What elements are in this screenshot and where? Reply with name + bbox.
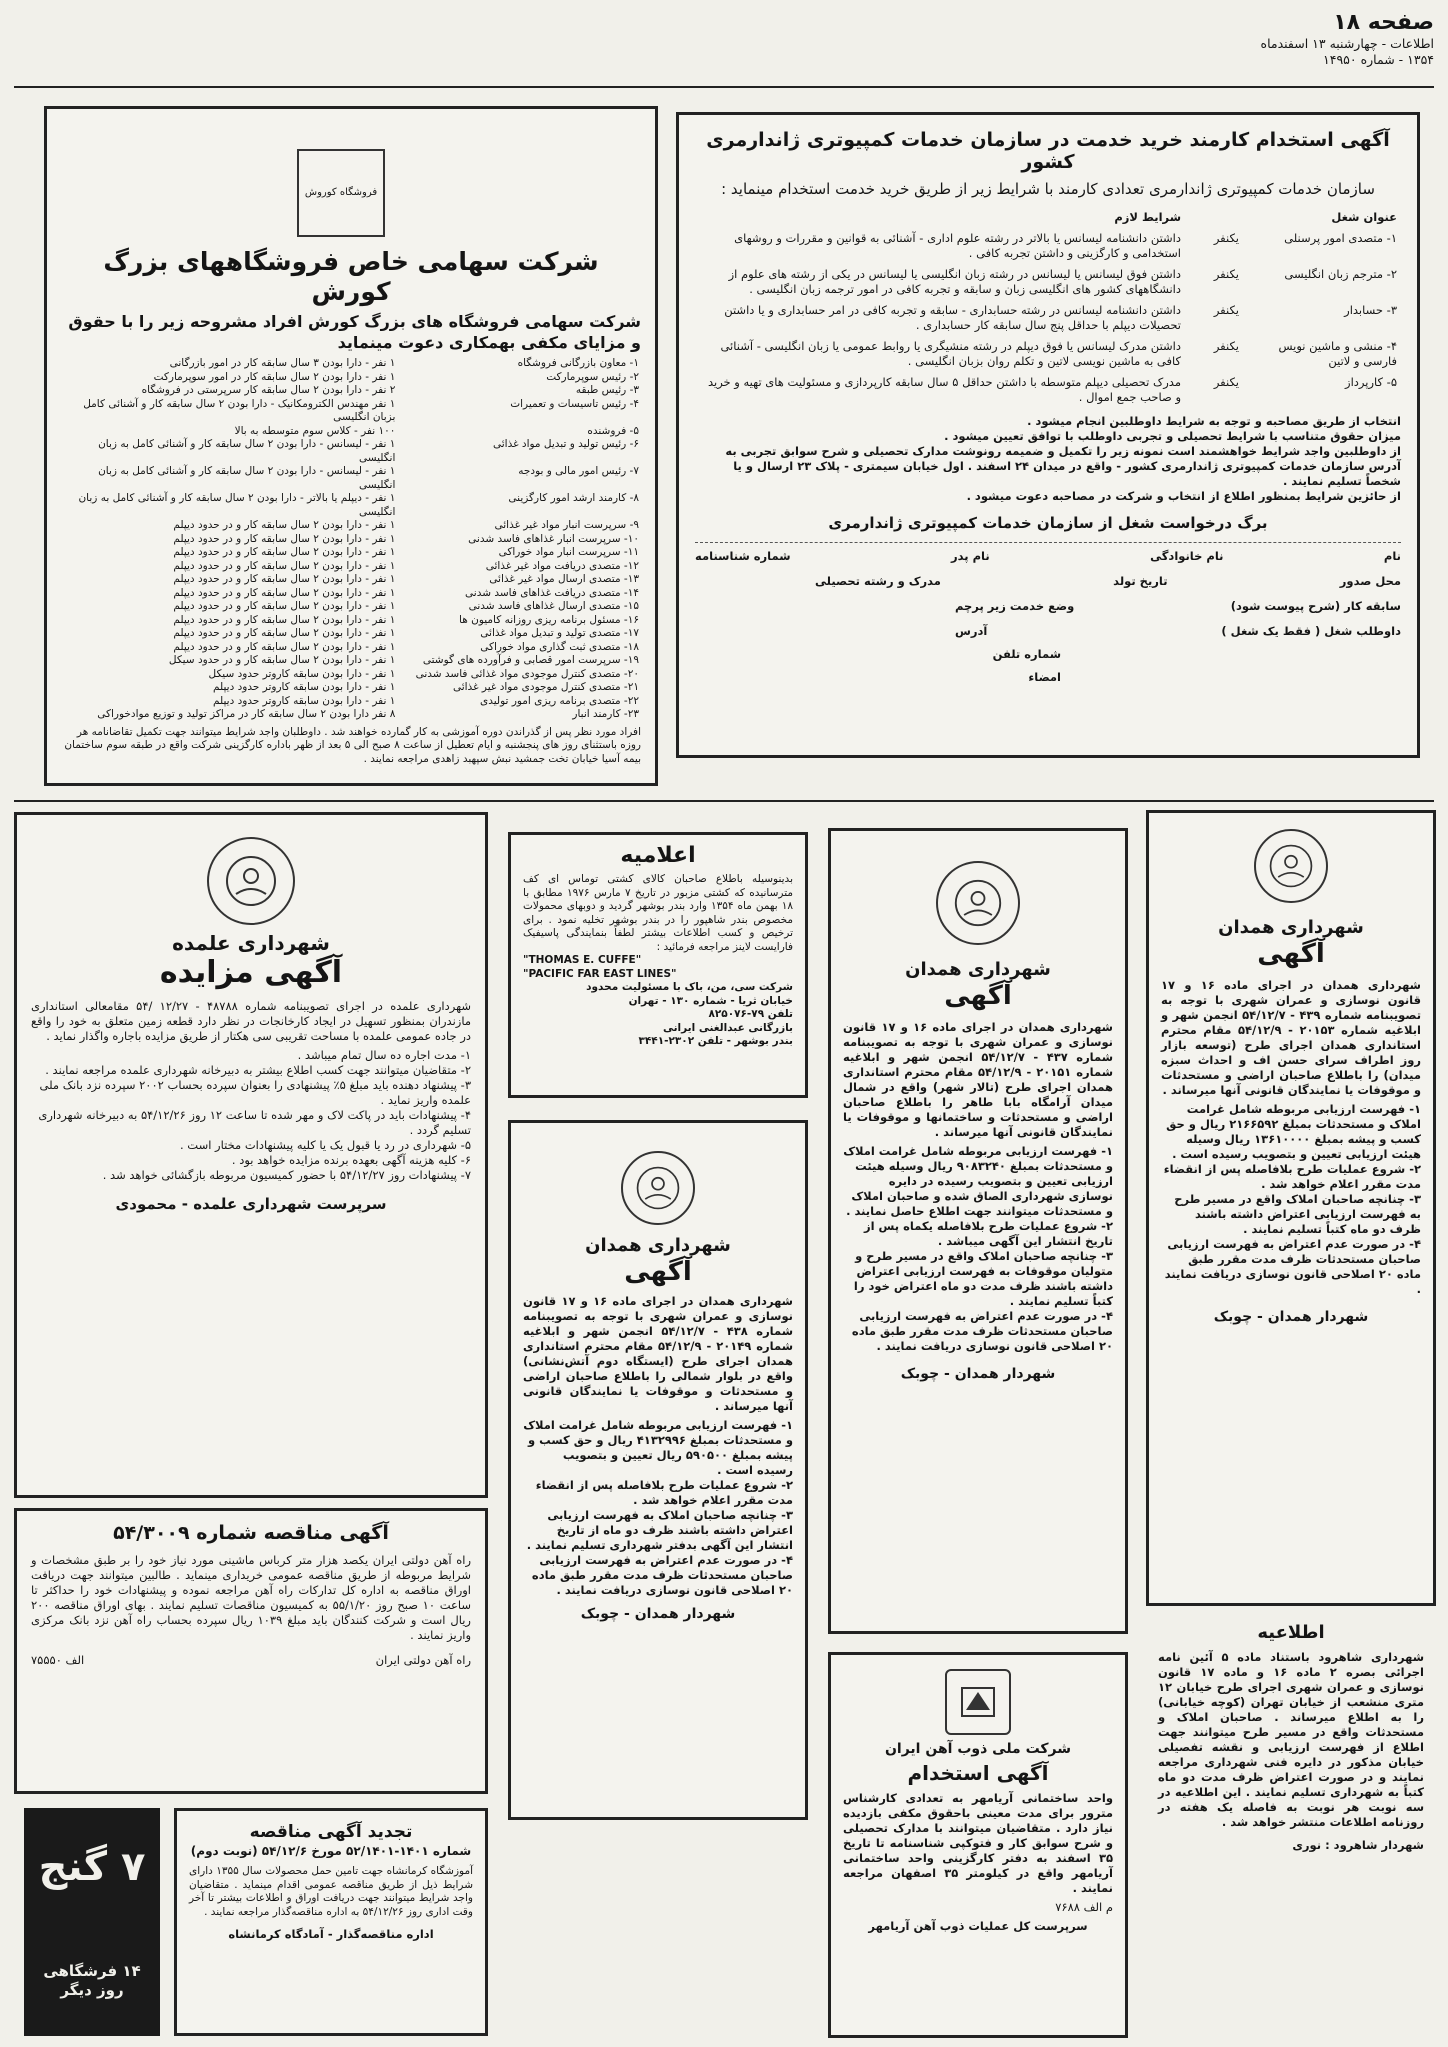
application-form — [695, 542, 1401, 685]
position-title: ۷- رئیس امور مالی و بودجه — [518, 465, 639, 477]
railway-code: الف ۷۵۵۵۰ — [31, 1653, 85, 1667]
position-requirement: ۱ نفر - دارا بودن ۲ سال سابقه کار و در حدود دیپلم — [173, 627, 396, 639]
job-count: یکنفر — [1213, 231, 1239, 245]
hamedan-subtitle: آگهی — [1257, 939, 1325, 969]
position-title: ۱۸- متصدی ثبت گذاری مواد خوراکی — [480, 640, 639, 653]
list-item: ۳- چنانچه صاحبان املاک واقع در مسیر طرح و متولیان موقوفات به فهرست ارزیابی اعتراض داشته باشند ظرف مدت دو ماه اعتراض خود را کتباً تسلیم نمایند . — [853, 1249, 1113, 1308]
table-row — [61, 465, 641, 492]
section-rule — [14, 800, 1434, 802]
gendarmerie-ad — [676, 112, 1420, 758]
kourosh-subtitle: شرکت سهامی فروشگاه های بزرگ کورش افراد مشروحه زیر را با حقوق و مزایای مکفی بهمکاری دعوت مینماید — [68, 312, 641, 352]
notice-ship-name: "THOMAS E. CUFFE" — [523, 954, 642, 966]
hamedan-title: شهرداری همدان — [1218, 917, 1364, 938]
zob-ahan-code: م الف ۷۶۸۸ — [1055, 1900, 1113, 1914]
kourosh-positions — [61, 357, 641, 722]
form-field-experience: سابقه کار (شرح پیوست شود) — [1230, 599, 1401, 613]
job-name: ۴- منشی و ماشین نویس فارسی و لاتین — [1278, 339, 1397, 368]
position-requirement: ۱۰۰ نفر - کلاس سوم متوسطه به بالا — [234, 424, 396, 437]
position-title: ۹- سرپرست انبار مواد غیر غذائی — [494, 519, 639, 531]
note: از داوطلبین واجد شرایط خواهشمند است نمونه زیر را تکمیل و ضمیمه رونوشت مدارک تحصیلی و شرح سوابق تجربی به آدرس سازمان خدمات کمپیوتری ژاندارمری کشور - واقع در میدان ۲۴ اسفند . اول خیابان سیمتری - پلاک ۲۳ ارسال و یا شخصاً تسلیم نمایند . — [725, 444, 1401, 488]
notice-title: اعلامیه — [620, 843, 696, 868]
gendarmerie-title: آگهی استخدام کارمند خرید خدمت در سازمان خدمات کمپیوتری ژاندارمری کشور — [706, 129, 1390, 173]
position-title: ۴- رئیس تاسیسات و تعمیرات — [510, 397, 639, 410]
aldameh-ad — [14, 812, 488, 1498]
list-item: ۱- فهرست ارزیابی مربوطه شامل غرامت املاک و مستحدثات بمبلغ ۴۱۳۲۹۹۶ ریال و حق کسب و پیشه بمبلغ ۵۹۰۵۰۰ ریال تعیین و بتصویب رسیده است . — [523, 1418, 793, 1477]
list-item: ۵- شهرداری در رد یا قبول یک یا کلیه پیشنهادات مختار است . — [179, 1138, 471, 1152]
job-name: ۵- کارپرداز — [1345, 375, 1397, 389]
position-requirement: ۱ نفر - دارا بودن ۳ سال سابقه کار در امور بازرگانی — [169, 357, 396, 369]
railway-signature: راه آهن دولتی ایران — [375, 1653, 471, 1667]
table-row — [61, 600, 641, 614]
job-requirement: داشتن مدرک لیسانس یا فوق دیپلم در رشته منشیگری یا روابط عمومی یا زبان انگلیسی - آشنائی کافی به ماشین نویسی لاتین و تکلم روان بزبان انگلیسی . — [720, 339, 1181, 368]
hamedan-subtitle: آگهی — [624, 1257, 692, 1287]
gendarmerie-jobs-table — [695, 207, 1401, 408]
aldameh-subtitle: آگهی مزایده — [159, 955, 343, 990]
position-requirement: ۱ نفر - دارا بودن ۲ سال سابقه کار و در حدود دیپلم — [173, 586, 396, 599]
job-count: یکنفر — [1213, 267, 1239, 281]
position-requirement: ۱ نفر - دارا بودن ۲ سال سابقه کار و در حدود دیپلم — [173, 519, 396, 531]
issue-date: اطلاعات - چهارشنبه ۱۳ اسفندماه — [1260, 36, 1434, 51]
job-name: ۲- مترجم زبان انگلیسی — [1284, 267, 1397, 281]
list-item: ۶- کلیه هزینه آگهی بعهده برنده مزایده خواهد بود . — [231, 1153, 471, 1167]
list-item: ۲- شروع عملیات طرح بلافاصله پس از انقضاء مدت مقرر اعلام خواهد شد . — [1163, 1162, 1421, 1191]
table-row — [61, 425, 641, 439]
hamedan-items — [843, 1144, 1113, 1354]
position-requirement: ۱ نفر - دارا بودن ۲ سال سابقه کار و در حدود دیپلم — [173, 532, 396, 545]
zob-ahan-body: واحد ساختمانی آریامهر به تعدادی کارشناس مترور برای مدت معینی باحقوق مکفی بازدیده نیاز دارد . متقاضیان میتوانند با مدارک تحصیلی و شرح سوابق کار و فتوکپی شناسنامه تا تاریخ ۳۵ اسفند به دفتر کارگزینی واحد ساختمانی آریامهر واقع در کیلومتر ۳۵ اصفهان مراجعه نمایند . — [843, 1791, 1113, 1895]
position-requirement: ۱ نفر - لیسانس - دارا بودن ۲ سال سابقه کار و آشنائی کامل به زبان انگلیسی — [98, 438, 396, 464]
position-requirement: ۱ نفر - دارا بودن سابقه کاروتر حدود دیپلم — [213, 694, 396, 707]
lion-sun-emblem-icon — [1254, 829, 1328, 903]
form-field-phone: شماره تلفن — [992, 647, 1061, 661]
notice-agent: بازرگانی عبدالغنی ایرانی — [662, 1021, 793, 1034]
col-job-title: عنوان شغل — [1331, 210, 1397, 224]
table-row — [61, 614, 641, 628]
table-row — [695, 228, 1401, 264]
job-requirement: داشتن فوق لیسانس یا لیسانس در رشته زبان انگلیسی یا لیسانس در یکی از رشته های علوم از دانشگاههای کشور های انگلیسی زبان و سابقه و تجربه کافی در امور ترجمه زبان انگلیسی . — [728, 267, 1181, 296]
hamedan-body: شهرداری همدان در اجرای ماده ۱۶ و ۱۷ قانون نوسازی و عمران شهری با توجه به تصویبنامه شماره ۴۳۹ - ۵۴/۱۲/۷ انجمن شهر و ابلاغیه شماره ۲۰۱۵۳ - ۵۴/۱۲/۹ مقام محترم استانداری همدان اجرای طرح (توسعه بازار روز اطراف سرای حسن اف و احداث سبزه میدان) را باطلاع صاحبان اراضی و مستحدثات و موقوفات یا نمایندگان قانونی آنها میرساند . — [1161, 978, 1422, 1097]
list-item: ۳- چنانچه صاحبان املاک واقع در مسیر طرح به فهرست ارزیابی اعتراض داشته باشند ظرف دو ماه کتباً تسلیم نمایند . — [1174, 1192, 1421, 1236]
ganj-badge — [24, 1808, 160, 2036]
list-item: ۲- شروع عملیات طرح بلافاصله یکماه پس از تاریخ انتشار این آگهی میباشد . — [863, 1219, 1113, 1248]
table-row — [61, 533, 641, 547]
table-row — [61, 560, 641, 574]
position-requirement: ۲ نفر - دارا بودن ۲ سال سابقه کار سرپرستی در فروشگاه — [141, 384, 396, 396]
notice-phone: تلفن ۷۹-۸۲۵۰۷۶ — [708, 1008, 793, 1020]
table-row — [61, 627, 641, 641]
table-row — [695, 300, 1401, 336]
hamedan-items — [523, 1418, 793, 1598]
job-name: ۱- متصدی امور پرسنلی — [1284, 231, 1397, 245]
position-requirement: ۱ نفر - دارا بودن ۲ سال سابقه کار و در حدود دیپلم — [173, 600, 396, 612]
position-title: ۱۹- سرپرست امور قصابی و فرآورده های گوشتی — [422, 654, 639, 666]
kermanshah-signature: اداره مناقصه‌گذار - آمادگاه کرمانشاه — [228, 1927, 434, 1941]
notice-ad — [508, 832, 808, 1098]
position-title: ۲۳- کارمند انبار — [572, 708, 639, 720]
form-field-birthdate: تاریخ تولد — [1113, 574, 1168, 588]
zob-ahan-title: آگهی استخدام — [907, 1761, 1049, 1785]
form-field-family-name: نام خانوادگی — [1150, 549, 1224, 563]
form-field-address: آدرس — [955, 624, 988, 638]
kourosh-logo-text: فروشگاه کوروش — [304, 187, 378, 198]
aldameh-items — [31, 1048, 471, 1183]
position-requirement: ۱ نفر - دیپلم یا بالاتر - دارا بودن ۲ سال سابقه کار و آشنائی کامل به زبان انگلیسی — [78, 492, 396, 518]
list-item: ۴- در صورت عدم اعتراض به فهرست ارزیابی صاحبان مستحدثات ظرف مدت مقرر طبق ماده ۲۰ اصلاحی قانون نوسازی دریافت نمایند . — [531, 1553, 793, 1597]
notice-body: بدینوسیله باطلاع صاحبان کالای کشتی توماس ای کف مترسانیده که کشتی مزبور در تاریخ ۷ مارس ۱۹۷۶ مطابق با ۱۸ بهمن ماه ۱۳۵۴ وارد بندر بوشهر گردید و دوبهای محمولات مخصوص بندر شاهپور را در بندر بوشهر تخلیه نمود . برای ترخیص و کسب اطلاعات بیشتر لطفاً بنمایندگی پاسیفیک فارایست لاینز مراجعه فرمائید : — [523, 873, 793, 953]
note: میزان حقوق متناسب با شرایط تحصیلی و تجربی داوطلب با توافق تعیین میشود . — [944, 429, 1401, 443]
hamedan-items — [1161, 1102, 1421, 1297]
notice-address: خیابان ثریا - شماره ۱۳۰ - تهران — [628, 994, 793, 1007]
job-count: یکنفر — [1213, 303, 1239, 317]
aldameh-body: شهرداری علمده در اجرای تصویبنامه شماره ۴۸۷۸۸ - ۱۲/۲۷ /۵۴ مقامعالی استانداری مازندران بمنظور تسهیل در ایجاد کارخانجات در نظر دارد قطعه زمین متعلق به خود را واقع در جاده عمومی علمده با مساحت تقریبی سی هکتار از طریق مزایده باجاره واگذار نماید . — [31, 999, 472, 1043]
position-requirement: ۱ نفر - دارا بودن ۲ سال سابقه کار در امور سوپرمارکت — [153, 370, 396, 383]
hamedan-body: شهرداری همدان در اجرای ماده ۱۶ و ۱۷ قانون نوسازی و عمران شهری با توجه به تصویبنامه شماره ۴۳۸ - ۵۴/۱۲/۷ انجمن شهر و ابلاغیه شماره ۲۰۱۴۹ - ۵۴/۱۲/۹ مقام محترم استانداری همدان اجرای طرح (ایستگاه دوم آتش‌نشانی) واقع در بلوار شمالی را باطلاع صاحبان اراضی و مستحدثات و موقوفات یا نمایندگان قانونی آنها میرساند . — [523, 1294, 794, 1413]
page-header — [1174, 10, 1434, 68]
table-row — [61, 641, 641, 655]
position-requirement: ۱ نفر - دارا بودن ۲ سال سابقه کار و در حدود دیپلم — [173, 546, 396, 558]
position-title: ۱۰- سرپرست انبار غذاهای فاسد شدنی — [468, 532, 639, 545]
lion-sun-emblem-icon — [207, 837, 295, 925]
issue-number: ۱۳۵۴ - شماره ۱۴۹۵۰ — [1323, 52, 1434, 67]
lion-sun-emblem-icon — [621, 1151, 695, 1225]
kermanshah-subtitle: شماره ۱۴۰۱-۵۲/۱۴۰۱ مورخ ۵۴/۱۲/۶ (نوبت دوم) — [190, 1844, 472, 1858]
ganj-top: ۷ گنج — [38, 1844, 146, 1890]
hamedan-signature: شهردار همدان - چوبک — [580, 1606, 736, 1622]
list-item: ۱- مدت اجاره ده سال تمام میباشد . — [297, 1048, 471, 1062]
table-row — [61, 681, 641, 695]
form-field-name: نام — [1383, 549, 1401, 563]
table-row — [61, 398, 641, 425]
position-requirement: ۱ نفر - دارا بودن ۲ سال سابقه کار و در حدود دیپلم — [173, 613, 396, 626]
kermanshah-title: تجدید آگهی مناقصه — [249, 1822, 413, 1842]
job-count: یکنفر — [1213, 339, 1239, 353]
list-item: ۲- متقاضیان میتوانند جهت کسب اطلاع بیشتر به دبیرخانه شهرداری علمده مراجعه نمایند . — [45, 1063, 471, 1077]
form-field-signature: امضاء — [1028, 670, 1061, 684]
list-item: ۳- پیشنهاد دهنده باید مبلغ ۵٪ پیشنهادی را بعنوان سپرده بحساب ۲۰۰۲ سپرده نزد بانک ملی علمده واریز نماید . — [39, 1078, 471, 1107]
form-field-id-number: شماره شناسنامه — [695, 549, 791, 563]
note: از حائزین شرایط بمنظور اطلاع از انتخاب و شرکت در مصاحبه دعوت میشود . — [966, 489, 1401, 503]
table-row — [695, 336, 1401, 372]
position-requirement: ۱ نفر - لیسانس - دارا بودن ۲ سال سابقه کار و آشنائی کامل به زبان انگلیسی — [98, 465, 396, 491]
lion-sun-emblem-icon — [936, 861, 1020, 945]
ganj-bottom: ۱۴ فرشگاهی روز دیگر — [43, 1962, 141, 1999]
hamedan-ad-3 — [1146, 810, 1436, 1606]
kourosh-ad — [44, 106, 658, 786]
position-title: ۲۲- متصدی برنامه ریزی امور تولیدی — [480, 694, 639, 707]
position-title: ۱۱- سرپرست انبار مواد خوراکی — [498, 546, 639, 558]
list-item: ۲- شروع عملیات طرح بلافاصله پس از انقضاء مدت مقرر اعلام خواهد شد . — [535, 1478, 793, 1507]
notice-line-name: "PACIFIC FAR EAST LINES" — [523, 967, 677, 980]
col-requirements: شرایط لازم — [1114, 210, 1181, 224]
table-row — [61, 573, 641, 587]
shahrud-body: شهرداری شاهرود باستناد ماده ۵ آئین نامه اجرائی بصره ۲ ماده ۱۶ و ماده ۱۷ قانون نوسازی و عمران شهری اجرای طرح خیابان ۱۲ متری منشعب از خیابان تهران (کوچه خیابانی) را به اطلاع میرساند . صاحبان املاک و مستحدثات واقع در مسیر طرح میتوانند جهت اطلاع از فهرست ارزیابی و نقشه تفصیلی خیابان مذکور در دایره فنی شهرداری مراجعه نمایند و در صورت اعتراض ظرف مدت دو ماه کتباً به شهرداری تسلیم نمایند . این اطلاعیه در سه نوبت هر نوبت به فاصله یک هفته در روزنامه اطلاعات منتشر خواهد شد . — [1158, 1650, 1424, 1829]
hamedan-signature: شهردار همدان - چوبک — [1213, 1309, 1369, 1325]
railway-title: آگهی مناقصه شماره ۵۴/۳۰۰۹ — [113, 1522, 389, 1544]
note: انتخاب از طریق مصاحبه و توجه به شرایط داوطلبین انجام میشود . — [1027, 414, 1401, 428]
railway-ad — [14, 1508, 488, 1794]
position-requirement: ۸ نفر دارا بودن ۲ سال سابقه کار در مراکز تولید و توزیع موادخوراکی — [97, 708, 396, 720]
job-name: ۳- حسابدار — [1344, 303, 1397, 317]
table-row — [61, 708, 641, 722]
kourosh-footer: افراد مورد نظر پس از گذراندن دوره آموزشی به کار گمارده خواهند شد . داوطلبان واجد شرایط میتوانند جهت تکمیل تقاضانامه هر روزه باستثنای روز های پنجشنبه و ایام تعطیل از ساعت ۸ صبح الی ۵ بعد از ظهر باداره کارگزینی شرکت واقع در طبقه سوم ساختمان بیمه آسیا خیابان تخت جمشید نبش سپهبد زاهدی مراجعه نمایند . — [64, 725, 641, 765]
form-field-father-name: نام پدر — [950, 549, 990, 563]
position-title: ۲۰- متصدی کنترل موجودی مواد غذائی فاسد شدنی — [415, 667, 639, 680]
job-count: یکنفر — [1213, 375, 1239, 389]
table-row — [61, 695, 641, 709]
table-row — [61, 357, 641, 371]
hamedan-ad-2 — [508, 1120, 808, 1820]
hamedan-ad-1 — [828, 828, 1128, 1634]
position-title: ۱- معاون بازرگانی فروشگاه — [517, 357, 639, 369]
table-row — [61, 384, 641, 398]
notice-company: شرکت سی، من، باک با مسئولیت محدود — [586, 981, 793, 993]
list-item: ۴- پیشنهادات باید در پاکت لاک و مهر شده تا ساعت ۱۲ روز ۵۴/۱۲/۲۶ به دبیرخانه شهرداری تسلیم گردد . — [38, 1108, 471, 1137]
list-item: ۱- فهرست ارزیابی مربوطه شامل غرامت املاک و مستحدثات بمبلغ ۹۰۸۳۲۴۰ ریال وسیله هیئت ارزیابی تعیین و بتصویب رسیده در دایره نوسازی شهرداری الصاق شده و صاحبان املاک و مستحدثات میتوانند جهت اطلاع حاصل نمایند . — [843, 1144, 1113, 1218]
page-number: صفحه ۱۸ — [1333, 10, 1434, 35]
shahrud-signature: شهردار شاهرود : نوری — [1292, 1838, 1424, 1852]
position-title: ۱۴- متصدی دریافت غذاهای فاسد شدنی — [465, 586, 639, 599]
aldameh-title: شهرداری علمده — [172, 931, 330, 955]
zob-ahan-signature: سرپرست کل عملیات ذوب آهن آریامهر — [868, 1919, 1088, 1933]
position-requirement: ۱ نفر - دارا بودن ۲ سال سابقه کار و در حدود دیپلم — [173, 559, 396, 572]
aldameh-signature: سرپرست شهرداری علمده - محمودی — [115, 1195, 387, 1213]
zob-ahan-brand: شرکت ملی ذوب آهن ایران — [884, 1741, 1072, 1757]
shahrud-title: اطلاعیه — [1257, 1622, 1325, 1643]
gendarmerie-intro: سازمان خدمات کمپیوتری ژاندارمری تعدادی کارمند با شرایط زیر از طریق خرید خدمت استخدام مینماید : — [721, 180, 1375, 198]
position-title: ۲- رئیس سوپرمارکت — [546, 370, 639, 383]
table-row — [61, 519, 641, 533]
table-row — [695, 372, 1401, 408]
list-item: ۴- در صورت عدم اعتراض به فهرست ارزیابی صاحبان مستحدثات ظرف مدت مقرر طبق ماده ۲۰ اصلاحی قانون نوسازی دریافت نمایند . — [851, 1309, 1113, 1353]
position-title: ۶- رئیس تولید و تبدیل مواد غذائی — [492, 438, 639, 450]
position-title: ۱۶- مسئول برنامه ریزی روزانه کامیون ها — [459, 613, 639, 626]
position-requirement: ۱ نفر - دارا بودن سابقه کاروتر حدود دیپلم — [213, 681, 396, 693]
position-title: ۱۷- متصدی تولید و تبدیل مواد غذائی — [480, 627, 639, 639]
gendarmerie-notes — [695, 414, 1401, 504]
position-requirement: ۱ نفر مهندس الکترومکانیک - دارا بودن ۲ سال سابقه کار و آشنائی کامل بزبان انگلیسی — [83, 397, 396, 423]
position-requirement: ۱ نفر - دارا بودن سابقه کاروتر حدود سیکل — [208, 667, 396, 680]
header-rule — [14, 86, 1434, 88]
job-requirement: مدرک تحصیلی دیپلم متوسطه با داشتن حداقل ۵ سال سابقه کارپردازی و مسئولیت های تهیه و خرید و صاحب جمع اموال . — [707, 375, 1181, 404]
zob-ahan-logo-icon — [945, 1669, 1011, 1735]
position-title: ۳- رئیس طبقه — [575, 384, 639, 396]
position-title: ۱۲- متصدی دریافت مواد غیر غذائی — [485, 559, 639, 572]
position-title: ۲۱- متصدی کنترل موجودی مواد غیر غذائی — [452, 681, 639, 693]
table-row — [61, 587, 641, 601]
table-row — [61, 371, 641, 385]
table-row — [61, 438, 641, 465]
hamedan-title: شهرداری همدان — [585, 1235, 731, 1256]
hamedan-title: شهرداری همدان — [905, 959, 1051, 980]
shahrud-ad — [1146, 1612, 1436, 2042]
position-requirement: ۱ نفر - دارا بودن ۲ سال سابقه کار و در حدود دیپلم — [173, 640, 396, 653]
table-row — [61, 654, 641, 668]
job-requirement: داشتن دانشنامه لیسانس یا بالاتر در رشته علوم اداری - آشنائی به قوانین و مقررات و روشهای استخدامی و کارگزینی و داشتن تجربه کافی . — [734, 231, 1181, 260]
hamedan-subtitle: آگهی — [944, 981, 1012, 1011]
list-item: ۷- پیشنهادات روز ۵۴/۱۲/۲۷ با حضور کمیسیون مربوطه بازگشائی خواهد شد . — [102, 1168, 471, 1182]
hamedan-body: شهرداری همدان در اجرای ماده ۱۶ و ۱۷ قانون نوسازی و عمران شهری با توجه به تصویبنامه شماره ۴۳۷ - ۵۴/۱۲/۷ انجمن شهر و ابلاغیه شماره ۲۰۱۵۱ - ۵۴/۱۲/۹ مقام محترم استانداری همدان اجرای طرح (تالار شهر) واقع در شمال میدان آرامگاه بابا طاهر را باطلاع صاحبان اراضی و مستحدثات و ساختمانها و موقوفات یا نمایندگان قانونی آنها میرساند . — [843, 1020, 1114, 1139]
form-field-education: مدرک و رشته تحصیلی — [815, 574, 941, 588]
kourosh-logo — [297, 149, 385, 237]
job-requirement: داشتن دانشنامه لیسانس در رشته حسابداری - سابقه و تجربه کافی در امر حسابداری و یا داشتن تحصیلات دیپلم با حداقل پنج سال سابقه کار حسابداری . — [724, 303, 1181, 332]
list-item: ۴- در صورت عدم اعتراض به فهرست ارزیابی صاحبان مستحدثات ظرف مدت مقرر طبق ماده ۲۰ اصلاحی قانون نوسازی دریافت نمایند . — [1164, 1237, 1421, 1296]
list-item: ۱- فهرست ارزیابی مربوطه شامل غرامت املاک و مستحدثات بمبلغ ۲۱۶۶۵۹۲ ریال و حق کسب و پیشه بمبلغ ۱۳۶۱۰۰۰۰ ریال وسیله هیئت ارزیابی تعیین و بتصویب رسیده است . — [1166, 1102, 1421, 1161]
table-row — [61, 668, 641, 682]
kermanshah-ad — [174, 1808, 488, 2036]
hamedan-signature: شهردار همدان - چوبک — [900, 1366, 1056, 1382]
kermanshah-body: آموزشگاه کرمانشاه جهت تامین حمل محصولات سال ۱۳۵۵ دارای شرایط ذیل از طریق مناقصه عمومی اقدام مینماید . متقاضیان واجد شرایط میتوانند جهت دریافت اوراق و اطلاعات بیشتر تا آخر وقت اداری روز ۵۴/۱۲/۲۶ به اداره مناقصه‌گذار مراجعه نمایند . — [189, 1865, 473, 1918]
table-row — [61, 492, 641, 519]
position-requirement: ۱ نفر - دارا بودن ۲ سال سابقه کار و در حدود دیپلم — [173, 573, 396, 585]
kourosh-title: شرکت سهامی خاص فروشگاههای بزرگ کورش — [103, 247, 599, 306]
list-item: ۳- چنانچه صاحبان املاک به فهرست ارزیابی اعتراض داشته باشند ظرف دو ماه از تاریخ انتشار این آگهی بدفتر شهرداری تسلیم نمایند . — [526, 1508, 793, 1552]
position-title: ۱۳- متصدی ارسال مواد غیر غذائی — [489, 573, 639, 585]
railway-footer — [31, 1653, 471, 1668]
position-title: ۱۵- متصدی ارسال غذاهای فاسد شدنی — [468, 600, 639, 612]
position-title: ۸- کارمند ارشد امور کارگزینی — [508, 492, 639, 504]
table-row — [61, 546, 641, 560]
railway-body: راه آهن دولتی ایران یکصد هزار متر کرباس ماشینی مورد نیاز خود را بر طبق مشخصات و شرایط مربوطه از طریق مناقصه عمومی خریداری مینماید . طالبین میتوانند جهت دریافت اوراق مناقصه به اداره کل تدارکات راه آهن مراجعه نموده و پیشنهادات خود را حداکثر تا ساعت ۱۰ صبح روز ۵۵/۱/۲۰ به کمیسیون مناقصات تسلیم نمایند . بهای اوراق مناقصه ۲۰۰ ریال است و شرکت کنندگان باید مبلغ ۱۰۳۹ ریال سپرده بحساب راه آهن نزد بانک مرکزی واریز نمایند . — [31, 1553, 471, 1642]
table-row — [695, 264, 1401, 300]
position-title: ۵- فروشنده — [587, 424, 639, 437]
form-field-birthplace: محل صدور — [1339, 574, 1401, 588]
form-title: برگ درخواست شغل از سازمان خدمات کمپیوتری ژاندارمری — [828, 514, 1268, 532]
zob-ahan-ad — [828, 1652, 1128, 2038]
form-field-military: وضع خدمت زیر پرچم — [955, 599, 1075, 613]
notice-agent-phone: بندر بوشهر - تلفن ۲۳۰۲-۳۴۴۱ — [638, 1035, 793, 1047]
form-field-job-choice: داوطلب شغل ( فقط یک شغل ) — [1221, 624, 1401, 638]
position-requirement: ۱ نفر - دارا بودن ۲ سال سابقه کار و در حدود سیکل — [168, 654, 396, 666]
